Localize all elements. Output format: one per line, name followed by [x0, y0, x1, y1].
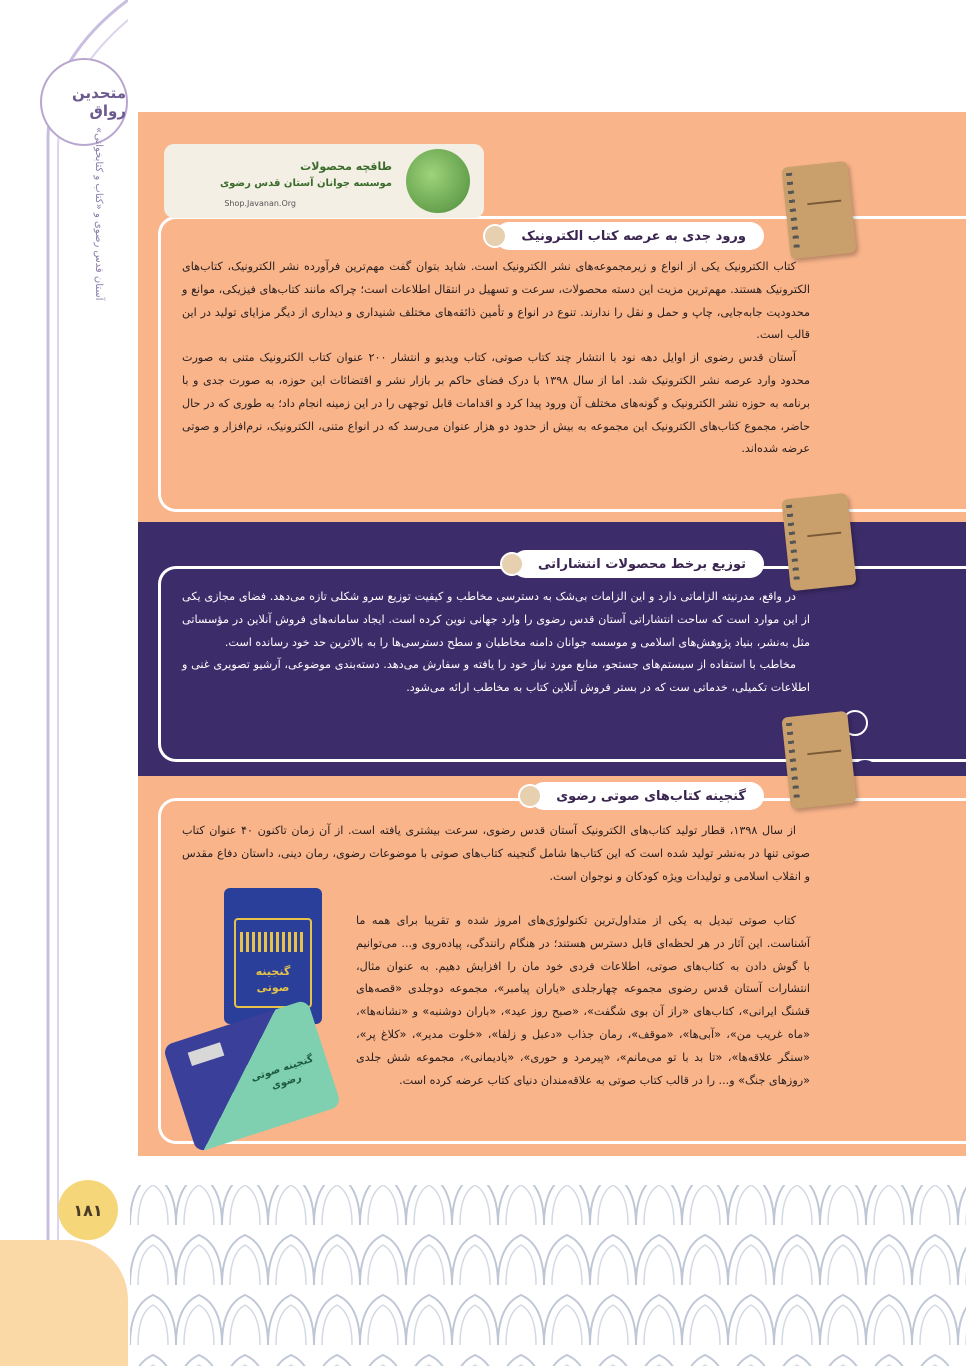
section3-heading-text: گنجینه کتاب‌های صوتی رضوی: [556, 788, 746, 804]
section2-heading-text: توزیع برخط محصولات انتشاراتی: [538, 556, 746, 572]
section3-body-list: [356, 910, 810, 1092]
publisher-logo: [40, 58, 128, 146]
banner-title: طاقچه محصولات: [300, 160, 392, 173]
ornamental-pattern: [130, 1165, 966, 1366]
section2-body: [182, 586, 810, 700]
heading-bullet-icon: [518, 784, 542, 808]
heading-bullet-icon: [483, 224, 507, 248]
usb-connector-icon: [188, 1042, 225, 1066]
banner-url: Shop.Javanan.Org: [224, 199, 296, 208]
paragraph: مخاطب با استفاده از سیستم‌های جستجو، منابع مورد نیاز خود را یافته و سفارش می‌دهد. دسته‌بندی موضوعی، آرشیو تصویری غنی و اطلاعات تکمیلی، خدماتی ست که در بستر فروش آنلاین کتاب به مخاطب ارائه می‌شود.: [182, 658, 810, 695]
paragraph: از سال ۱۳۹۸، قطار تولید کتاب‌های الکترونیک آستان قدس رضوی، سرعت بیشتری یافته است. از آن زمان تاکنون ۴۰ عنوان کتاب صوتی تنها در به‌نشر تولید شده است که این کتاب‌ها شامل گنجینه کتاب‌های صوتی با موضوعات رضوی، رمان دینی، داستان دفاع مقدس و انقلاب اسلامی و تولیدات ویژه کودکان و نوجوان است.: [182, 824, 810, 883]
section3-heading: [530, 782, 764, 810]
shop-banner: [164, 144, 484, 218]
banner-photo: [406, 149, 470, 213]
section3-body-intro: [182, 820, 810, 888]
section2-heading: [512, 550, 764, 578]
corner-decoration: [0, 1240, 128, 1366]
section1-heading-text: ورود جدی به عرصه کتاب الکترونیک: [521, 228, 746, 244]
paragraph: کتاب الکترونیک یکی از انواع و زیرمجموعه‌های نشر الکترونیک است. شاید بتوان گفت مهم‌ترین فرآورده نشر الکترونیک، کتاب‌های الکترونیک هستند. مهم‌ترین مزیت این دسته محصولات، سرعت و تسهیل در انتقال اطلاعات است؛ چراکه مانند کتاب‌های فیزیکی، موانع و محدودیت جابه‌جایی، چاپ و حمل و نقل را ندارند. تنوع در انواع و تأمین ذائقه‌های مختلف شنیداری و دیداری از دیگر مزایای تولید در این قالب است.: [182, 260, 810, 342]
banner-subtitle: موسسه جوانان آستان قدس رضوی: [219, 178, 392, 189]
notebook-icon: [781, 711, 856, 809]
box-label: گنجینه صوتی: [255, 965, 291, 994]
paragraph: کتاب صوتی تبدیل به یکی از متداول‌ترین تکنولوژی‌های امروز شده و تقریبا برای همه ما آشناست. این آثار در هر لحظه‌ای قابل دسترس هستند؛ در هنگام رانندگی، پیاده‌روی و... می‌توانیم با گوش دادن به کتاب‌های صوتی، اطلاعات فردی خود مان را افزایش دهیم. به عنوان مثال، انتشارات آستان قدس رضوی مجموعه چهارجلدی «یاران پیامبر»، مجموعه دوجلدی «قصه‌های قشنگ ایرانی»، کتاب‌های «راز آن بوی شگفت»، «صبح روز عید»، «باران دوشنبه» و «نشانه‌ها»، «ماه غریب من»، «آبی‌ها»، «موقف»، رمان جذاب «دعبل و زلفا»، «خلوت مدیر»، «کلاغ پر»، «سنگر علاقه‌ها»، «تا بد با تو می‌مانم»، «پیرمرد و حوری»، «یادیمانی»، مجموعه شش جلدی «روزهای جنگ» و... را در قالب کتاب صوتی به علاقه‌مندان دنیای کتاب عرضه کرده است.: [356, 914, 810, 1087]
soundwave-icon: [240, 932, 306, 952]
section1-heading: [495, 222, 764, 250]
margin-decoration: [0, 0, 128, 1366]
section1-body: [182, 256, 810, 461]
paragraph: در واقع، مدرنیته الزاماتی دارد و این الزامات بی‌شک به دسترسی مخاطب و کیفیت توزیع سرو شکلی تازه می‌دهد. فضای مجازی یکی از این موارد است که ساحت انتشاراتی آستان قدس رضوی را وارد جهانی نوین کرده است. ایجاد سامانه‌های فروش آنلاین در مؤسساتی مثل به‌نشر، بنیاد پژوهش‌های اسلامی و موسسه جوانان دامنه مخاطبان و سطح دسترسی‌ها را به بالاترین حد خود رسانده است.: [182, 590, 810, 649]
card-label: گنجینه صوتی رضوی: [249, 1053, 315, 1093]
paragraph: آستان قدس رضوی از اوایل دهه نود با انتشار چند کتاب صوتی، کتاب ویدیو و انتشار ۲۰۰ عنوان کتاب الکترونیک متنی به صورت محدود وارد عرصه نشر الکترونیک شد. اما از سال ۱۳۹۸ با درک فضای حاکم بر بازار نشر و اقتضائات این حوزه، به صورت جدی و با برنامه به حوزه نشر الکترونیک و گونه‌های مختلف آن ورود پیدا کرد و اقدامات قابل توجهی را در این زمینه انجام داد؛ به طوری که در حال حاضر، مجموع کتاب‌های الکترونیک این مجموعه به بیش از حدود دو هزار عنوان می‌رسد که در انواع متنی، الکترونیک، نرم‌افزار و صوتی عرضه شده‌اند.: [182, 351, 810, 456]
logo-text: متحدین رواق: [71, 84, 126, 120]
heading-bullet-icon: [500, 552, 524, 576]
running-header: آستان قدس رضوی و «کتاب و کتابخوانی»: [93, 126, 104, 300]
notebook-icon: [781, 161, 856, 259]
notebook-icon: [781, 493, 856, 591]
page-number: ۱۸۱: [58, 1180, 118, 1240]
